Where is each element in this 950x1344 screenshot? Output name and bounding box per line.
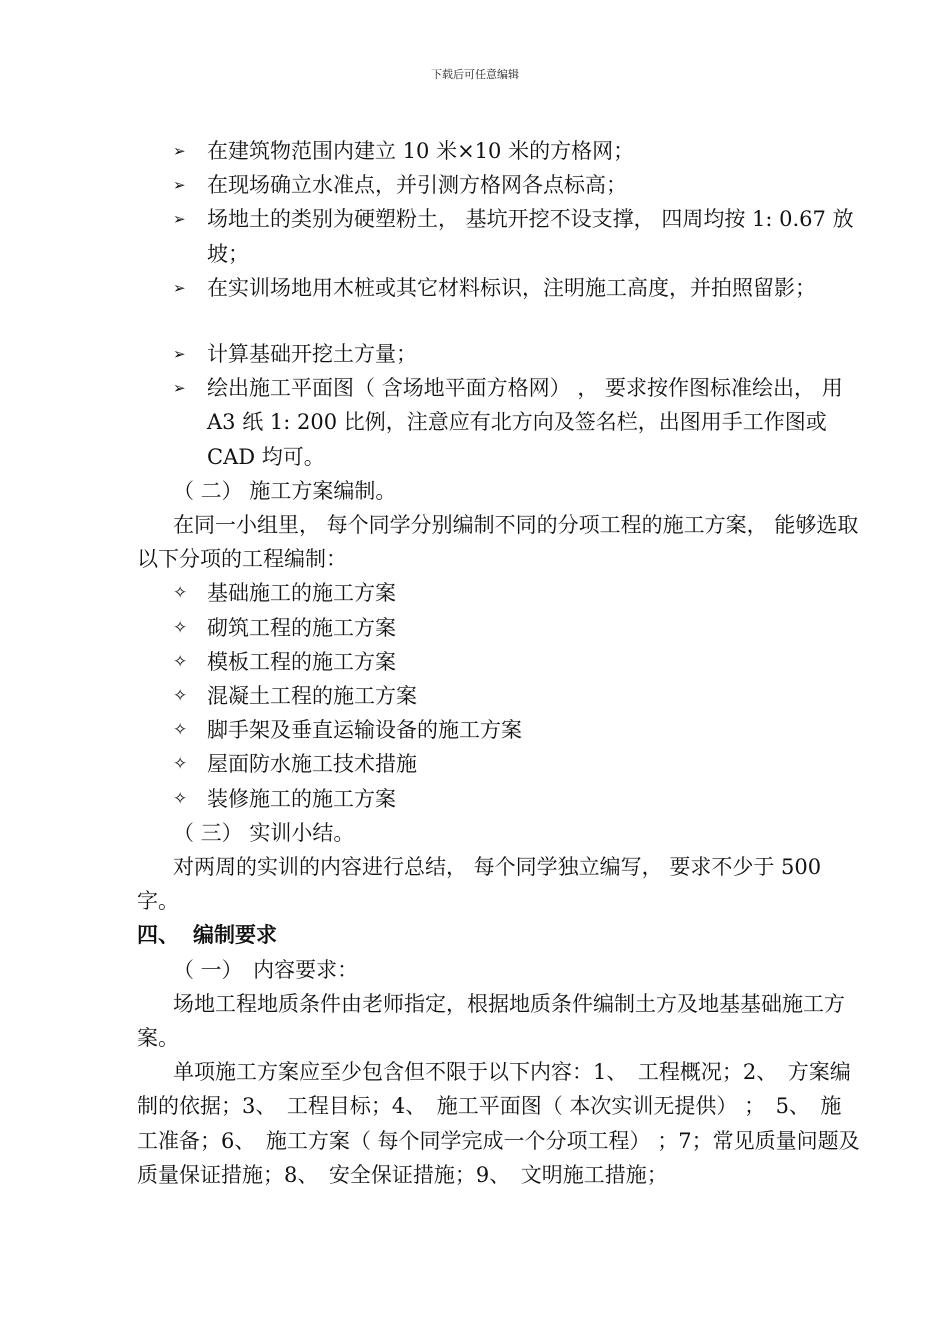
arrow-item — [137, 134, 862, 168]
arrow-item-text: 计算基础开挖土方量； — [207, 342, 417, 367]
section-3-paragraph: 对两周的实训的内容进行总结， 每个同学独立编写， 要求不少于 500 字。 — [137, 855, 822, 914]
arrow-item — [137, 271, 862, 305]
section-3-title: （ 三） 实训小结。 — [173, 820, 355, 845]
plan-item — [137, 576, 862, 610]
document-body — [137, 134, 862, 1192]
arrow-item — [137, 337, 862, 371]
diamond-bullet-icon: ✧ — [173, 720, 188, 741]
plan-item — [137, 782, 862, 816]
plan-item-text: 模板工程的施工方案 — [207, 649, 396, 674]
diamond-bullet-icon: ✧ — [173, 754, 188, 775]
plan-item-text: 屋面防水施工技术措施 — [207, 752, 417, 777]
plan-item — [137, 747, 862, 781]
arrow-item-text: 在现场确立水准点，并引测方格网各点标高； — [207, 173, 627, 198]
arrow-item-text: 绘出施工平面图（ 含场地平面方格网） ， 要求按作图标准绘出， 用 A3 纸 1: 200 比例，注意应有北方向及签名栏，出图用手工作图或 CAD 均可。 — [207, 376, 843, 469]
section-4-paragraph-2: 单项施工方案应至少包含但不限于以下内容：1、 工程概况；2、 方案编制的依据；3、 工程目标；4、 施工平面图（ 本次实训无提供） ； 5、 施工准备；6、 施工方案（ 每个同学完成一个分项工程） ；7；常见质量问题及质量保证措施；8、 安全保证措施；9、 文明施工措施； — [137, 1060, 860, 1187]
section-2-title: （ 二） 施工方案编制。 — [173, 478, 397, 503]
arrow-item — [137, 371, 862, 474]
plan-item — [137, 645, 862, 679]
page-header: 下载后可任意编辑 — [431, 68, 519, 81]
diamond-bullet-icon: ✧ — [173, 583, 188, 604]
arrow-bullet-icon: ➢ — [173, 379, 186, 398]
arrow-item — [137, 168, 862, 202]
diamond-bullet-icon: ✧ — [173, 617, 188, 638]
plan-item — [137, 679, 862, 713]
section-4-title: 编制要求 — [193, 923, 277, 948]
section-4-paragraph-1: 场地工程地质条件由老师指定，根据地质条件编制土方及地基基础施工方案。 — [137, 991, 845, 1051]
arrow-bullet-icon: ➢ — [173, 142, 186, 160]
section-4-subtitle: （ 一） 内容要求： — [173, 957, 359, 982]
arrow-item-text: 场地土的类别为硬塑粉土， 基坑开挖不设支撑， 四周均按 1: 0.67 放坡； — [207, 207, 854, 266]
arrow-bullet-icon: ➢ — [173, 210, 186, 229]
arrow-bullet-icon: ➢ — [173, 345, 186, 364]
section-2-paragraph: 在同一小组里， 每个同学分别编制不同的分项工程的施工方案， 能够选取以下分项的工程编制： — [137, 513, 859, 572]
plan-item-text: 混凝土工程的施工方案 — [207, 684, 417, 709]
arrow-item-text: 在实训场地用木桩或其它材料标识，注明施工高度，并拍照留影； — [207, 275, 816, 300]
arrow-bullet-icon: ➢ — [173, 176, 186, 195]
plan-item-text: 脚手架及垂直运输设备的施工方案 — [207, 718, 522, 743]
plan-item-text: 砌筑工程的施工方案 — [207, 615, 396, 640]
plan-item — [137, 713, 862, 747]
diamond-bullet-icon: ✧ — [173, 788, 188, 809]
arrow-bullet-icon: ➢ — [173, 278, 186, 297]
section-4-number: 四、 — [137, 923, 179, 948]
plan-item-text: 装修施工的施工方案 — [207, 786, 396, 811]
plan-item-text: 基础施工的施工方案 — [207, 581, 396, 606]
blank-gap — [137, 305, 862, 337]
arrow-item — [137, 202, 862, 270]
diamond-bullet-icon: ✧ — [173, 651, 188, 672]
diamond-bullet-icon: ✧ — [173, 686, 188, 707]
plan-item — [137, 611, 862, 645]
arrow-item-text: 在建筑物范围内建立 10 米×10 米的方格网； — [207, 139, 635, 163]
section-4-heading — [137, 918, 862, 952]
